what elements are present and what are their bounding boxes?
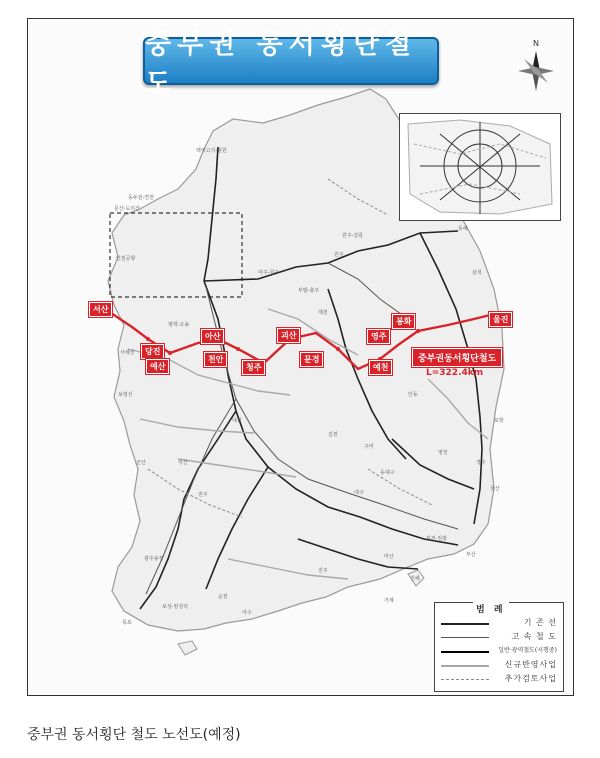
station-goesan: 괴산 [277, 328, 300, 343]
legend-label: 추가검토사업 [504, 674, 557, 683]
place-label: 전주 [198, 492, 208, 498]
station-cheonan: 천안 [204, 352, 227, 367]
place-label: 구미 [364, 444, 374, 450]
legend-item-new [441, 659, 559, 671]
north-compass-icon [516, 37, 556, 95]
place-label: 평택-오송 [168, 322, 190, 328]
legend-label: 기 존 선 [523, 618, 557, 627]
place-label: 광주송정 [144, 556, 164, 562]
station-cheongju: 청주 [242, 360, 265, 375]
place-label: 서해선 [120, 350, 135, 356]
island-south [178, 641, 197, 655]
map-title: 중부권 동서횡단철도 [143, 37, 439, 85]
place-label: 군산 [136, 460, 146, 466]
place-label: 동해 [458, 226, 468, 232]
figure-caption: 중부권 동서횡단 철도 노선도(예정) [27, 727, 241, 743]
place-label: 여주-원주 [258, 270, 280, 276]
place-label: 동대구 [380, 470, 395, 476]
place-label: 문산-도리산 [114, 206, 140, 212]
legend-item-review [441, 673, 559, 685]
legend-item-highspeed [441, 631, 559, 643]
place-label: 원주-강릉 [342, 233, 364, 239]
station-bonghwa: 봉화 [392, 314, 415, 329]
inset-map [400, 114, 560, 220]
place-label: 부발-충주 [298, 288, 320, 294]
place-label: 경주 [476, 460, 486, 466]
place-label: 삼척 [472, 270, 482, 276]
place-label: 부산 [466, 552, 476, 558]
place-label: 마산 [384, 554, 394, 560]
legend-swatch [441, 651, 489, 653]
place-label: 백마고지-철원 [196, 148, 227, 154]
place-label: 대전 [232, 418, 242, 424]
place-label: 안동 [408, 392, 418, 398]
station-yecheon: 예천 [369, 360, 392, 375]
legend-swatch [441, 679, 489, 680]
place-label: 영천 [438, 450, 448, 456]
station-asan: 아산 [201, 329, 224, 344]
place-label: 목포 [122, 620, 132, 626]
place-label: 거제 [384, 598, 394, 604]
place-label: 여수 [242, 610, 252, 616]
place-label: 김천 [328, 432, 338, 438]
place-label: 보령선 [118, 392, 133, 398]
station-uljin: 울진 [489, 312, 512, 327]
legend-item-ongoing [441, 645, 559, 657]
station-seosan: 서산 [89, 302, 112, 317]
place-label: 포항 [494, 418, 504, 424]
place-label: 보성-임성리 [162, 604, 188, 610]
station-yeongju: 영주 [367, 329, 390, 344]
map-frame [27, 18, 574, 696]
legend-label: 일반·광역철도(시행중) [498, 647, 557, 654]
legend-swatch [441, 637, 489, 638]
legend-item-existing [441, 617, 559, 629]
place-label: 제천 [318, 310, 328, 316]
legend-label: 고 속 철 도 [511, 632, 557, 641]
place-label: 원주 [334, 252, 344, 258]
station-yesan: 예산 [146, 359, 169, 374]
place-label: 진해 [410, 576, 420, 582]
legend-title: 범 례 [473, 602, 509, 615]
route-length-label: L=322.4km [426, 368, 484, 378]
route-name-label: 중부권동서횡단철도 [412, 348, 502, 367]
place-label: 동두천-연천 [128, 195, 154, 201]
place-label: 부전-일광 [426, 536, 448, 542]
place-label: 울산 [490, 486, 500, 492]
station-mungyeong: 문경 [300, 352, 323, 367]
capital-area-inset [399, 113, 561, 221]
legend-swatch [441, 665, 489, 667]
compass-label: N [533, 39, 539, 48]
place-label: 익산 [178, 460, 188, 466]
station-dangjin: 당진 [141, 344, 164, 359]
place-label: 대구 [354, 490, 364, 496]
map-legend [434, 602, 564, 692]
place-label: 진주 [318, 568, 328, 574]
legend-swatch [441, 623, 489, 625]
place-label: 인천공항 [116, 256, 136, 262]
place-label: 순천 [218, 594, 228, 600]
legend-label: 신규반영사업 [504, 660, 557, 669]
